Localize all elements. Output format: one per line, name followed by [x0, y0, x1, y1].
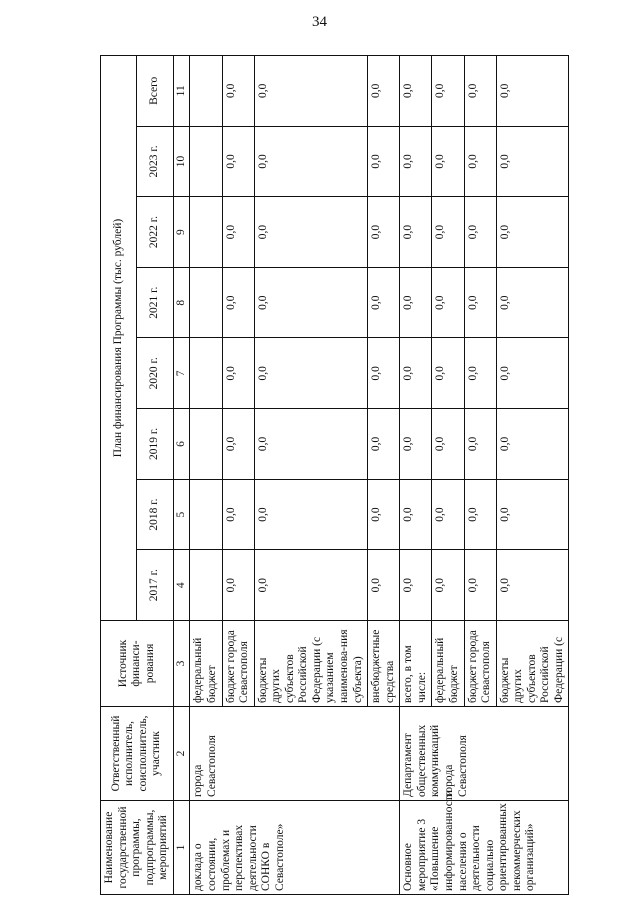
value-cell: 0,0	[432, 479, 464, 550]
table-row	[190, 56, 222, 895]
value-cell	[190, 479, 222, 550]
value-cell: 0,0	[464, 267, 496, 338]
value-cell: 0,0	[368, 56, 400, 127]
column-number: 9	[173, 197, 190, 268]
funding-source: бюджет города Севастополя	[464, 621, 496, 707]
column-number: 4	[173, 550, 190, 621]
column-numbers-row	[173, 56, 190, 895]
value-cell: 0,0	[432, 56, 464, 127]
value-cell: 0,0	[400, 56, 432, 127]
value-cell: 0,0	[368, 197, 400, 268]
funding-source: внебюджетные средства	[368, 621, 400, 707]
value-cell	[190, 550, 222, 621]
value-cell: 0,0	[222, 550, 254, 621]
event-name: доклада о состоянии, проблемах и перспективах деятельности СОНКО в Севастополе»	[190, 801, 400, 895]
header-executor: Ответственный исполнитель, соисполнитель, участник	[101, 707, 174, 801]
column-number: 1	[173, 801, 190, 895]
executor: Департамент общественных коммуникаций города Севастополя	[400, 707, 569, 801]
value-cell	[190, 197, 222, 268]
header-year: 2019 г.	[137, 409, 173, 480]
value-cell	[190, 338, 222, 409]
value-cell: 0,0	[464, 550, 496, 621]
value-cell: 0,0	[496, 550, 569, 621]
column-number: 7	[173, 338, 190, 409]
column-number: 11	[173, 56, 190, 127]
value-cell: 0,0	[496, 479, 569, 550]
funding-source: федеральный бюджет	[190, 621, 222, 707]
value-cell: 0,0	[496, 56, 569, 127]
value-cell: 0,0	[496, 267, 569, 338]
funding-source: бюджеты других субъектов Российской Федерации (с	[496, 621, 569, 707]
value-cell: 0,0	[222, 479, 254, 550]
value-cell: 0,0	[432, 338, 464, 409]
column-number: 8	[173, 267, 190, 338]
value-cell: 0,0	[222, 126, 254, 197]
executor: города Севастополя	[190, 707, 400, 801]
value-cell: 0,0	[432, 409, 464, 480]
funding-source: бюджет города Севастополя	[222, 621, 254, 707]
column-number: 10	[173, 126, 190, 197]
value-cell: 0,0	[222, 267, 254, 338]
column-number: 5	[173, 479, 190, 550]
value-cell: 0,0	[496, 126, 569, 197]
value-cell: 0,0	[464, 56, 496, 127]
value-cell	[190, 267, 222, 338]
value-cell: 0,0	[432, 197, 464, 268]
value-cell: 0,0	[222, 56, 254, 127]
value-cell: 0,0	[400, 479, 432, 550]
value-cell: 0,0	[400, 409, 432, 480]
value-cell: 0,0	[496, 409, 569, 480]
value-cell: 0,0	[496, 197, 569, 268]
value-cell: 0,0	[254, 550, 368, 621]
value-cell: 0,0	[464, 338, 496, 409]
column-number: 2	[173, 707, 190, 801]
value-cell: 0,0	[400, 197, 432, 268]
value-cell: 0,0	[254, 479, 368, 550]
value-cell: 0,0	[254, 409, 368, 480]
value-cell: 0,0	[432, 267, 464, 338]
header-plan-group: План финансирования Программы (тыс. рублей)	[101, 56, 137, 621]
header-source: Источник финанси-рования	[101, 621, 174, 707]
value-cell: 0,0	[254, 126, 368, 197]
column-number: 3	[173, 621, 190, 707]
page-number: 34	[312, 14, 327, 30]
header-year: 2020 г.	[137, 338, 173, 409]
table-row	[400, 56, 432, 895]
funding-source: бюджеты других субъектов Российской Федерации (с указанием наименова-ния субъекта)	[254, 621, 368, 707]
value-cell: 0,0	[464, 479, 496, 550]
funding-source: всего, в том числе:	[400, 621, 432, 707]
value-cell: 0,0	[368, 550, 400, 621]
value-cell: 0,0	[432, 550, 464, 621]
value-cell: 0,0	[254, 338, 368, 409]
header-year: 2017 г.	[137, 550, 173, 621]
header-total: Всего	[137, 56, 173, 127]
value-cell: 0,0	[368, 126, 400, 197]
value-cell: 0,0	[400, 550, 432, 621]
value-cell: 0,0	[368, 479, 400, 550]
value-cell: 0,0	[254, 267, 368, 338]
value-cell	[190, 56, 222, 127]
value-cell	[190, 409, 222, 480]
value-cell	[190, 126, 222, 197]
value-cell: 0,0	[222, 338, 254, 409]
header-year: 2018 г.	[137, 479, 173, 550]
header-row	[101, 56, 137, 895]
header-year: 2021 г.	[137, 267, 173, 338]
value-cell: 0,0	[254, 197, 368, 268]
rotated-table-container	[100, 55, 565, 895]
financing-table	[100, 55, 569, 895]
value-cell: 0,0	[400, 267, 432, 338]
header-name: Наименование государственной программы, подпрограммы, мероприятий	[101, 801, 174, 895]
header-year: 2023 г.	[137, 126, 173, 197]
event-name: Основное мероприятие 3 «Повышение информированности населения о деятельности социально ориентированных некоммерческих организаций»	[400, 801, 569, 895]
value-cell: 0,0	[368, 267, 400, 338]
value-cell: 0,0	[222, 197, 254, 268]
value-cell: 0,0	[222, 409, 254, 480]
value-cell: 0,0	[432, 126, 464, 197]
value-cell: 0,0	[464, 126, 496, 197]
funding-source: федеральный бюджет	[432, 621, 464, 707]
header-year: 2022 г.	[137, 197, 173, 268]
value-cell: 0,0	[400, 338, 432, 409]
column-number: 6	[173, 409, 190, 480]
value-cell: 0,0	[496, 338, 569, 409]
value-cell: 0,0	[464, 197, 496, 268]
value-cell: 0,0	[368, 338, 400, 409]
value-cell: 0,0	[254, 56, 368, 127]
value-cell: 0,0	[464, 409, 496, 480]
value-cell: 0,0	[368, 409, 400, 480]
value-cell: 0,0	[400, 126, 432, 197]
